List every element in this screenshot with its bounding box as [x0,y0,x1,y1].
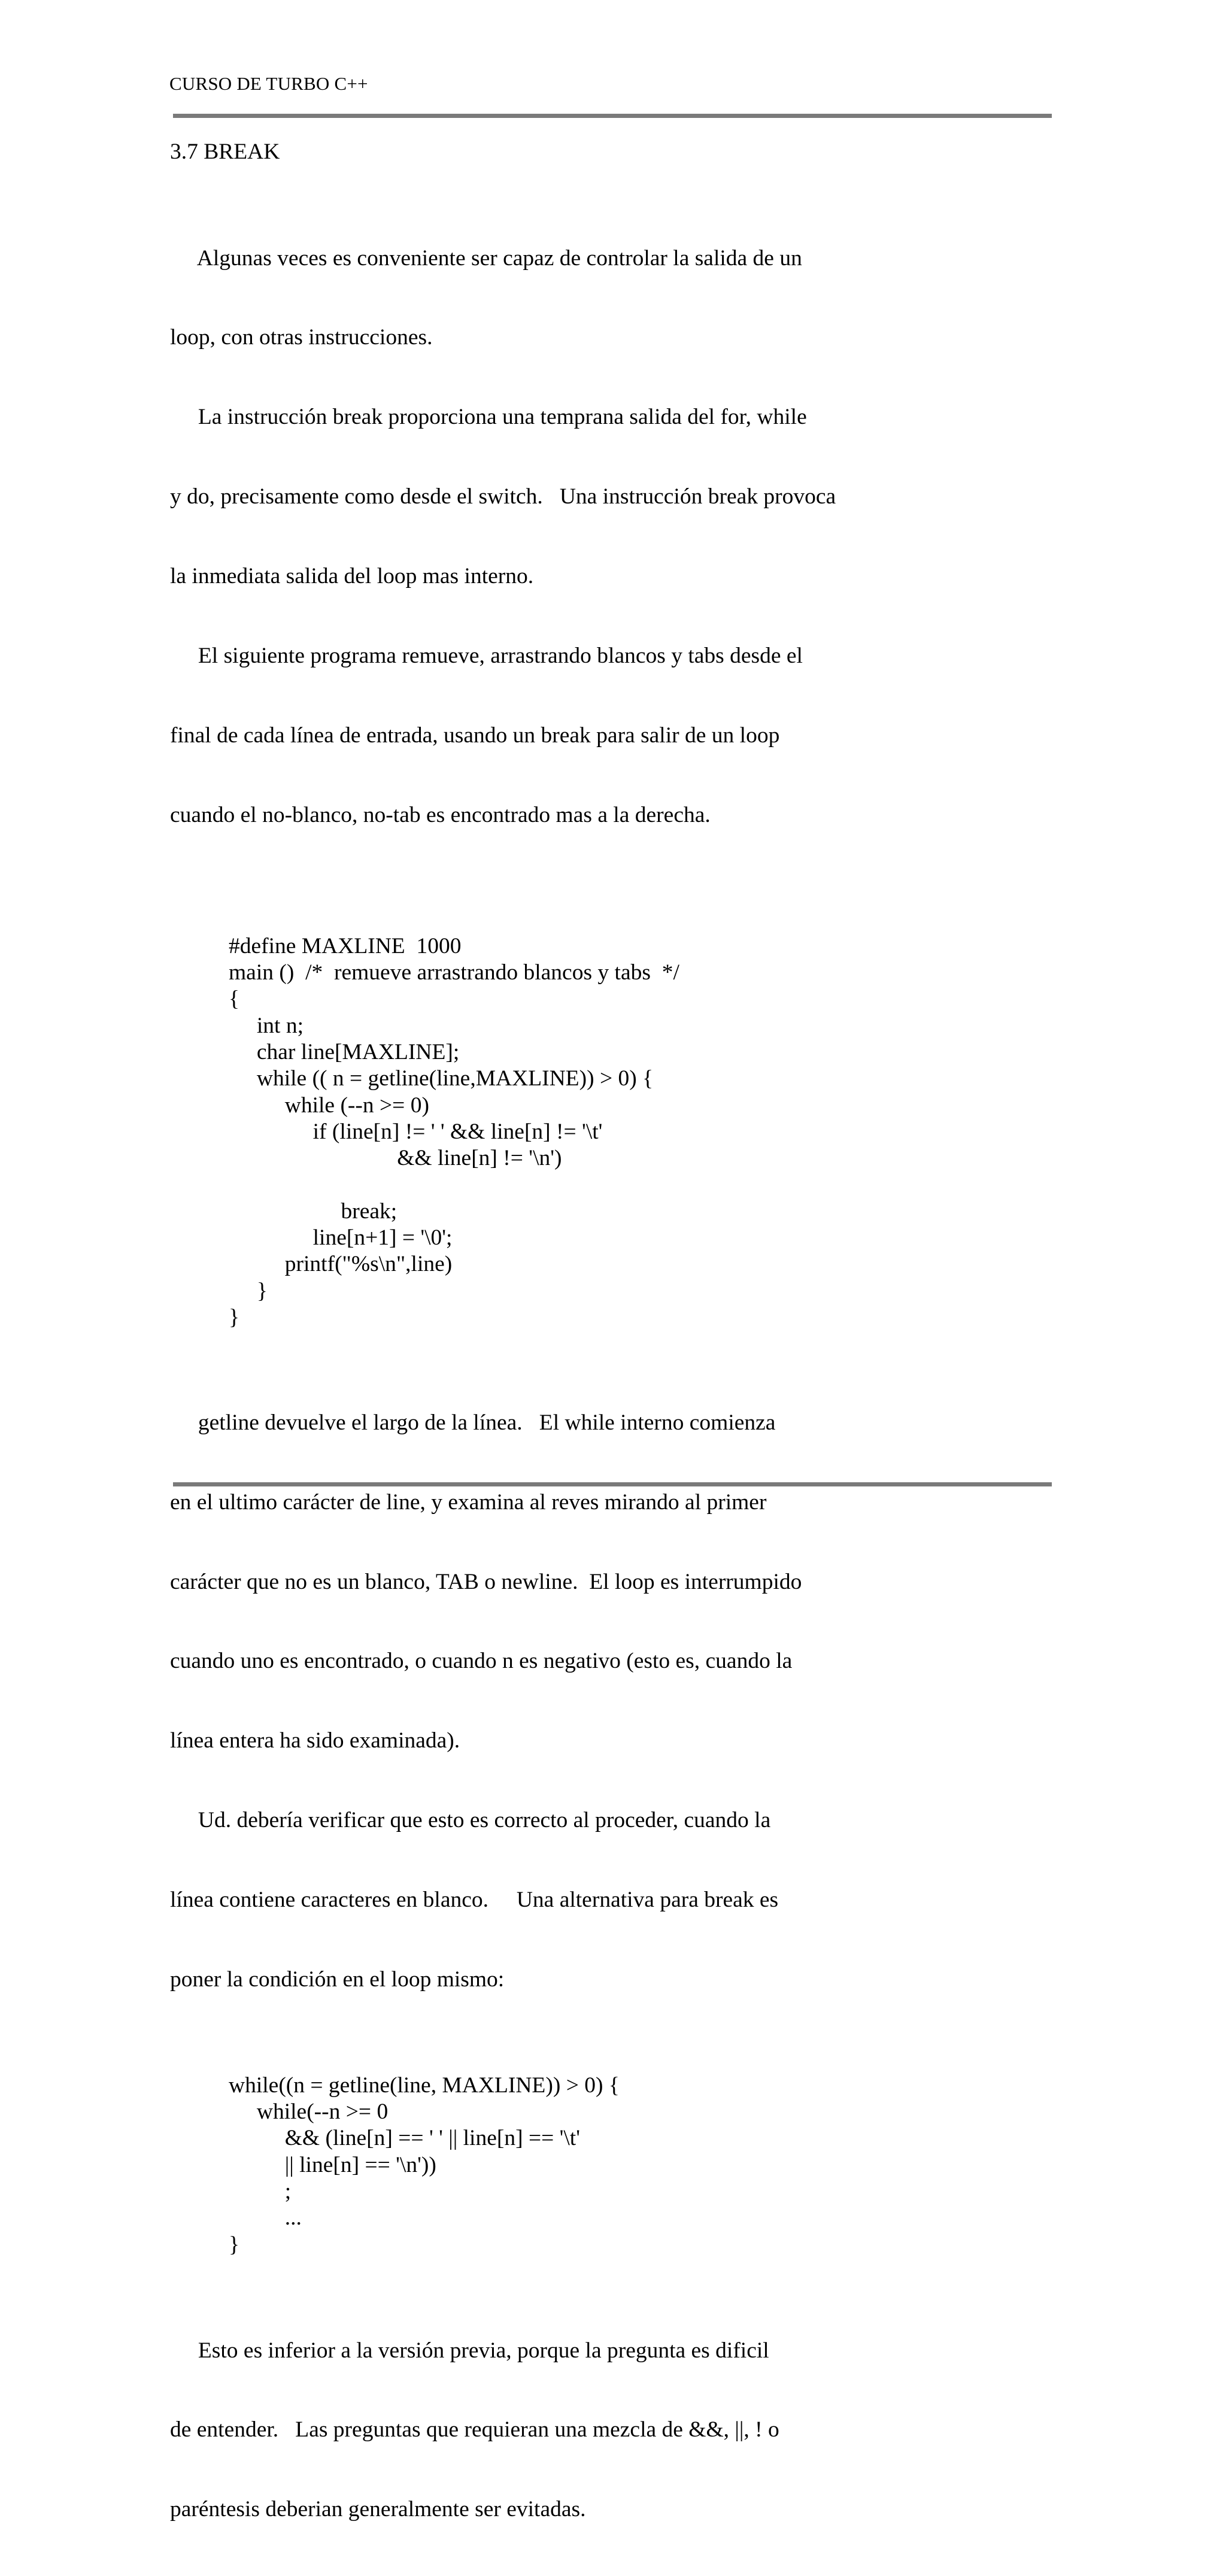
section-title: 3.7 BREAK [170,139,280,164]
explanation-paragraph [170,1357,1056,2046]
text-line: línea contiene caracteres en blanco. Una alternativa para break es [170,1888,779,1913]
code-line: #define MAXLINE 1000 [229,933,462,958]
code-line: } [229,2232,239,2257]
text-line: cuando el no-blanco, no-tab es encontrado mas a la derecha. [170,802,711,827]
spacer [170,165,1056,192]
code-line: break; [229,1199,397,1224]
code-line: char line[MAXLINE]; [229,1039,460,1064]
text-line: y do, precisamente como desde el switch. Una instrucción break provoca [170,484,836,509]
code-line: while (--n >= 0) [229,1093,429,1118]
code-listing-break [229,933,1056,1331]
header-rule [173,114,1052,118]
spacer [170,2258,1056,2284]
code-line: line[n+1] = '\0'; [229,1225,453,1250]
code-listing-alternative [229,2073,1056,2258]
code-line: main () /* remueve arrastrando blancos y tabs */ [229,960,679,985]
code-line: while((n = getline(line, MAXLINE)) > 0) { [229,2073,620,2098]
code-line [229,1172,1056,1198]
text-line: getline devuelve el largo de la línea. El while interno comienza [170,1410,776,1435]
text-line: poner la condición en el loop mismo: [170,1967,505,1992]
code-line: } [229,1278,268,1303]
spacer [170,2046,1056,2073]
text-line: la inmediata salida del loop mas interno. [170,564,534,589]
text-line: paréntesis deberian generalmente ser evitadas. [170,2497,586,2522]
code-line: ... [229,2205,302,2231]
text-line: cuando uno es encontrado, o cuando n es negativo (esto es, cuando la [170,1649,793,1674]
spacer [170,1331,1056,1357]
text-line: Algunas veces es conveniente ser capaz de controlar la salida de un [170,245,802,271]
text-line: final de cada línea de entrada, usando un break para salir de un loop [170,723,780,748]
closing-paragraph [170,2284,1056,2576]
page-content [170,139,1056,2576]
spacer [170,882,1056,933]
text-line: de entender. Las preguntas que requieran una mezcla de &&, ||, ! o [170,2417,779,2443]
code-line: printf("%s\n",line) [229,1252,453,1277]
text-line: Esto es inferior a la versión previa, porque la pregunta es dificil [170,2338,769,2363]
code-line: int n; [229,1013,304,1038]
text-line: en el ultimo carácter de line, y examina al reves mirando al primer [170,1489,767,1515]
code-line: && (line[n] == ' ' || line[n] == '\t' [229,2126,580,2151]
code-line: if (line[n] != ' ' && line[n] != '\t' [229,1119,603,1144]
text-line: Ud. debería verificar que esto es correcto al proceder, cuando la [170,1808,771,1833]
text-line: línea entera ha sido examinada). [170,1728,460,1753]
footer-rule [173,1482,1052,1486]
text-line: carácter que no es un blanco, TAB o newline. El loop es interrumpido [170,1569,802,1594]
intro-paragraph [170,192,1056,882]
code-line: || line[n] == '\n')) [229,2152,436,2177]
running-header: CURSO DE TURBO C++ [169,73,368,94]
code-line: ; [229,2179,292,2204]
text-line: El siguiente programa remueve, arrastrando blancos y tabs desde el [170,644,803,669]
code-line: && line[n] != '\n') [229,1146,562,1171]
text-line: loop, con otras instrucciones. [170,325,433,350]
code-line: { [229,987,239,1012]
code-line: while(--n >= 0 [229,2099,389,2125]
text-line: La instrucción break proporciona una temprana salida del for, while [170,405,807,430]
code-line: while (( n = getline(line,MAXLINE)) > 0) { [229,1066,654,1091]
code-line: } [229,1304,239,1330]
